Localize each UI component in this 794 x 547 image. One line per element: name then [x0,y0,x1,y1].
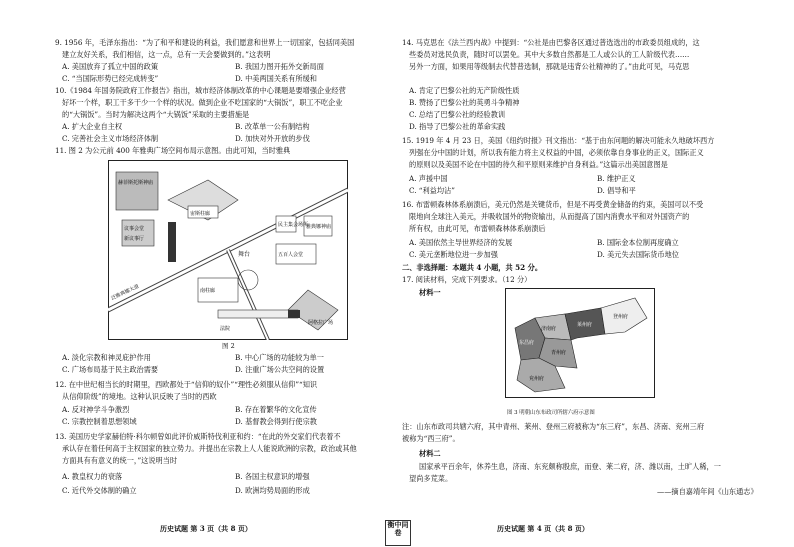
section-2-heading: 二、非选择题：本题共 4 小题，共 52 分。 [402,263,543,272]
material-2-source: ——摘自嘉靖年间《山东通志》 [657,487,758,496]
q14-stem-line3: 另外一方面，如果用等级制去代替普选制，那就是违背公社精神的了。”由此可见，马克思 [409,62,690,71]
q17-note-line2: 被称为“西三府”。 [402,434,460,443]
map-region-dongchang: 东昌府 [519,340,535,346]
q16-option-b: B. 国际金本位制再度确立 [597,238,679,247]
q14-option-a: A. 肯定了巴黎公社的无产阶级性质 [409,86,520,95]
agora-map-figure [108,160,348,340]
figure-3-caption: 图 3 明朝山东布政司所辖六府示意图 [507,410,595,416]
q14-option-c: C. 总结了巴黎公社的经验教训 [409,110,506,119]
q10-option-c: C. 完善社会主义市场经济体制 [62,134,159,143]
q14-stem-line2: 些委员对选民负责，随时可以罢免。其中大多数自然都是工人或公认的工人阶级代表…… [409,50,690,59]
shandong-map-figure [505,288,655,398]
figure-2-caption: 图 2 [222,342,235,350]
q10-stem-line1: 10.《1984 年国务院政府工作报告》指出，城市经济体制改革的中心课题是要增强企业经营 [55,86,346,95]
q15-option-a: A. 声援中国 [409,174,448,183]
q12-option-d: D. 基督教会得到行使宗教 [235,417,317,426]
map-label-zeus-stoa: 宙斯柱廊 [190,211,211,217]
map-label-athena-temple: 雅典娜神庙 [306,224,332,230]
material-2-line1: 国家承平百余年，休养生息，济南、东兖颇称殷庶，而登、莱二府，济、潍以南，土旷人稀，一 [419,462,721,471]
q15-option-b: B. 维护正义 [597,174,636,183]
q13-option-d: D. 欧洲均势局面的形成 [235,486,310,495]
q15-stem-line3: 的原则以及美国不论在中国的待久和平原则来维护自身利益。”这篇示出美国意图是 [409,160,668,169]
q12-option-a: A. 反对神学斗争激烈 [62,405,130,414]
map-label-stage: 舞台 [238,251,251,258]
q16-option-c: C. 美元垄断地位进一步加强 [409,250,498,259]
q13-option-c: C. 近代外交体制的确立 [62,486,137,495]
q16-option-d: D. 美元失去国际货币地位 [597,250,679,259]
q11-stem: 11. 图 2 为公元前 400 年雅典广场空间布局示意图。由此可知，当时雅典 [55,146,291,155]
map-region-jinan: 济南府 [541,326,557,332]
q16-option-a: A. 美国依然主导世界经济的发展 [409,238,513,247]
map-label-assembly: 民主集会场所 [278,222,309,228]
q12-option-b: B. 存在着繁华的文化宣传 [235,405,317,414]
q16-stem-line2: 限地向全球注入美元，并吸收国外的物资输出，从而提高了国内消费水平和对外国资产的 [409,212,690,221]
q15-option-c: C. “利益均沾” [409,186,455,195]
q14-stem-line1: 14. 马克思在《法兰西内战》中提到：“公社是由巴黎各区通过普选选出的市政委员组成的，这 [402,38,700,47]
q10-option-d: D. 加快对外开放的步伐 [235,134,310,143]
q15-option-d: D. 倡导和平 [597,186,636,195]
map-region-dengzhou: 登州府 [613,314,629,320]
q15-stem-line2: 列强在分中国的计划，所以我有能力将主义权益的中国，必须依靠自身事业的正义，国际正义 [409,148,704,157]
q17-note-line1: 注：山东布政司共辖六府，其中青州、莱州、登州三府被称为“东三府”，东昌、济南、兖州三府 [402,422,705,431]
map-region-qingzhou: 青州府 [551,350,567,356]
map-label-panathenaic-way: 泛雅典娜大道 [110,283,141,302]
q11-option-a: A. 淡化宗教和神灵庇护作用 [62,353,151,362]
material-1-label: 材料一 [419,288,441,297]
material-2-line2: 望尚多荒菜。 [409,474,453,483]
map-label-500-hall: 五百人会堂 [278,252,304,258]
q17-stem: 17. 阅读材料，完成下列要求。（12 分） [402,275,532,284]
q9-option-d: D. 中美两国关系有所缓和 [235,74,317,83]
map-region-yanzhou: 兖州府 [529,376,545,382]
q11-option-b: B. 中心广场的功能较为单一 [235,353,324,362]
q13-stem-line1: 13. 美国历史学家赫伯特·科尔顿曾如此评价威斯特伐利亚和约：“在此的外交家们代表着不 [55,432,341,441]
q14-option-d: D. 指导了巴黎公社的革命实践 [409,122,506,131]
right-footer: 历史试题 第 4 页（共 8 页） [497,524,589,533]
q13-option-a: A. 教皇权力的衰落 [62,472,123,481]
q10-stem-line3: 的“大锅饭”。当时为解决这两个“大锅饭”采取的主要措施是 [62,110,250,119]
map-label-south-stoa: 南柱廊 [200,288,216,294]
q13-option-b: B. 各国主权意识的增强 [235,472,310,481]
left-footer: 历史试题 第 3 页（共 8 页） [160,524,252,533]
q12-stem-line2: 从信仰阶级”的境地。这种认识反映了当时的西欧 [62,392,217,401]
map-region-laizhou: 莱州府 [577,322,593,328]
q9-option-a: A. 美国放弃了孤立中国的政策 [62,62,159,71]
q11-option-c: C. 广场布局基于民主政治需要 [62,365,159,374]
q9-stem-line1: 9. 1956 年，毛泽东指出：“为了和平和建设的利益，我们愿意和世界上一切国家，包括同美国 [55,38,355,47]
q10-option-a: A. 扩大企业自主权 [62,122,123,131]
q9-option-c: C. “当国际形势已经完成转变” [62,74,159,83]
q9-stem-line2: 建立友好关系，我们相信，这一点，总有一天会要做到的。”这表明 [62,50,271,59]
right-page [397,0,794,547]
map-label-hephaisteion: 赫菲斯托斯神庙 [118,180,154,186]
map-label-court: 法院 [220,326,231,332]
q9-option-b: B. 我国力图开拓外交新局面 [235,62,324,71]
q11-option-d: D. 注重广场公共空间的设置 [235,365,325,374]
map-label-new-council: 新议事厅 [124,236,145,242]
map-label-agora: 阿格拉广场 [308,320,334,326]
q16-stem-line1: 16. 布雷顿森林体系崩溃后，美元仍然是关键货币，但是不再受黄金储备的约束，美国可以不受 [402,200,704,209]
q10-option-b: B. 改革单一公有制结构 [235,122,310,131]
q15-stem-line1: 15. 1919 年 4 月 23 日，美国《纽约时报》刊文指出：“基于由东问题的解决可能永久地破坏西方 [402,136,715,145]
q13-stem-line2: 承认存在着任何高于主权国家的独立势力。并提出在宗教上人人能说欧洲的宗教，政治或其他 [62,444,357,453]
q12-option-c: C. 宗教控制着思想领域 [62,417,137,426]
q13-stem-line3: 方面具有有意义的统一，”这说明当时 [62,456,178,465]
center-logo: 衡中同卷 [385,520,411,546]
q12-stem-line1: 12. 在中世纪相当长的时期里，西欧都处于“信仰的奴仆”“理性必须服从信仰”“知识 [55,380,318,389]
material-2-label: 材料二 [419,449,441,458]
q10-stem-line2: 好坏一个样，职工干多干少一个样的状况。做到企业不吃国家的“大锅饭”，职工不吃企业 [62,98,343,107]
q16-stem-line3: 所有权，由此可见，布雷顿森林体系崩溃后 [409,224,546,233]
q14-option-b: B. 赞扬了巴黎公社的英勇斗争精神 [409,98,520,107]
map-label-council-house: 议事会堂 [124,226,145,232]
